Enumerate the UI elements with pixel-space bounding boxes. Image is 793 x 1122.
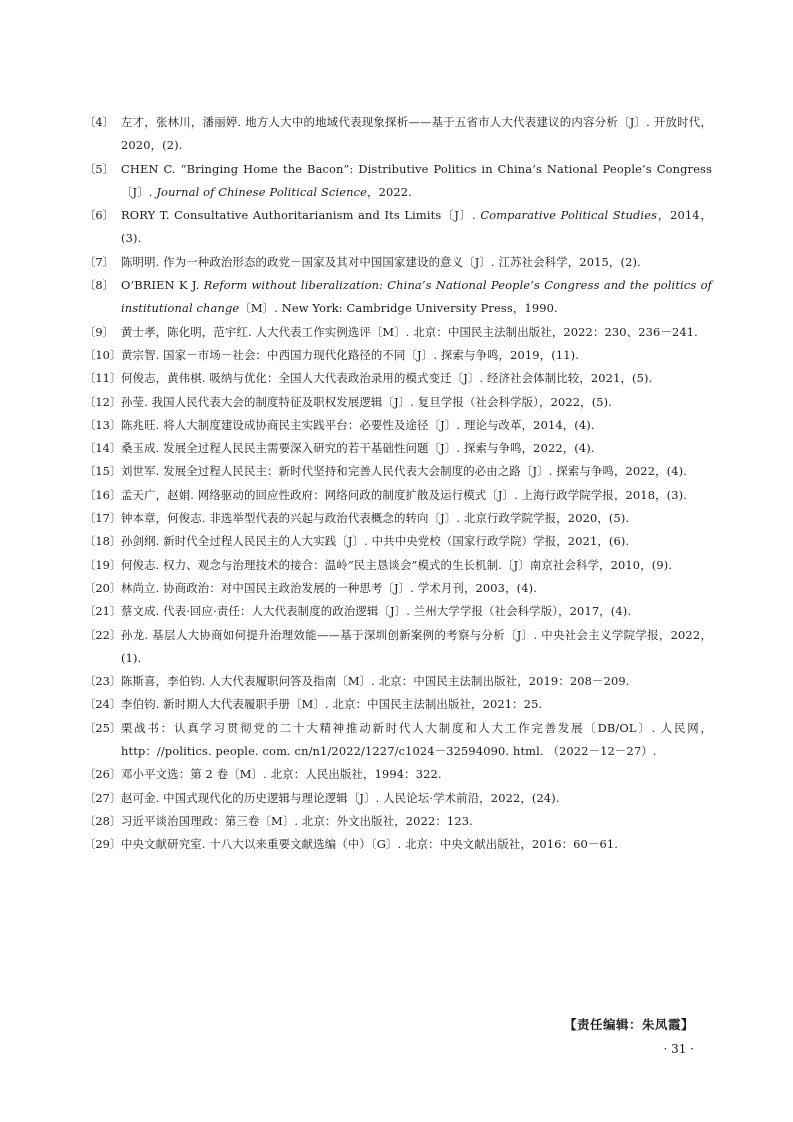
reference-number: 〔14〕 [84,441,122,456]
reference-item [84,554,712,577]
reference-item [84,624,712,671]
reference-number: 〔8〕 [84,278,115,293]
reference-item [84,321,712,344]
reference-text: 何俊志，黄伟棋. 吸纳与优化：全国人大代表政治录用的模式变迁〔J〕. 经济社会体制比较，2021，(5). [121,371,653,386]
reference-text: 桑玉成. 发展全过程人民民主需要深入研究的若干基础性问题〔J〕. 探索与争鸣，2022，(4). [121,441,595,456]
reference-text: 赵可金. 中国式现代化的历史逻辑与理论逻辑〔J〕. 人民论坛·学术前沿，2022，(24). [121,790,560,805]
reference-text: 习近平谈治国理政：第三卷〔M〕. 北京：外文出版社，2022：123. [121,813,473,828]
reference-item [84,670,712,693]
reference-title-italic: Journal of Chinese Political Science [156,184,368,199]
reference-item [84,344,712,367]
reference-item [84,693,712,716]
reference-item [84,391,712,414]
reference-number: 〔13〕 [84,417,122,432]
reference-text: ，2014，(3). [121,208,712,246]
reference-text: 〔M〕. New York: Cambridge University Press，1990. [239,301,558,316]
reference-item [84,484,712,507]
reference-item [84,204,712,251]
reference-item [84,367,712,390]
reference-number: 〔4〕 [84,115,115,129]
reference-number: 〔15〕 [84,464,122,479]
reference-text: CHEN C. “Bringing Home the Bacon”: Distributive Politics in China’s National People’s Congress〔J〕. [121,161,712,199]
reference-text: 李伯钧. 新时期人大代表履职手册〔M〕. 北京：中国民主法制出版社，2021：25. [121,697,543,712]
reference-text: 黄宗智. 国家－市场－社会：中西国力现代化路径的不同〔J〕. 探索与争鸣，2019，(11). [121,347,579,362]
reference-number: 〔24〕 [84,697,122,712]
reference-item [84,833,712,856]
reference-text: 陈兆旺. 将人大制度建设成协商民主实践平台：必要性及途径〔J〕. 理论与改革，2014，(4). [121,417,595,432]
reference-text: 钟本章，何俊志. 非选举型代表的兴起与政治代表概念的转向〔J〕. 北京行政学院学报，2020，(5). [121,511,630,526]
reference-number: 〔5〕 [84,161,115,176]
reference-number: 〔21〕 [84,604,122,619]
reference-title-italic: Reform without liberalization: China’s National People’s Congress and the politics of institutional change [121,278,712,316]
reference-list [84,111,712,857]
reference-number: 〔19〕 [84,557,122,572]
reference-number: 〔6〕 [84,208,115,223]
reference-text: 栗战书：认真学习贯彻党的二十大精神推动新时代人大制度和人大工作完善发展〔DB/OL〕. 人民网，http：//politics. people. com. cn/n1/2022/1227/c1024－32594090. html. （2022－12－27）. [121,720,712,759]
reference-text: 邓小平文选：第 2 卷〔M〕. 北京：人民出版社，1994：322. [121,767,442,782]
reference-item [84,460,712,483]
reference-text: 孟天广，赵娟. 网络驱动的回应性政府：网络问政的制度扩散及运行模式〔J〕. 上海行政学院学报，2018，(3). [121,487,687,502]
page-number: · 31 · [663,1042,694,1056]
reference-number: 〔22〕 [84,627,122,642]
reference-item [84,507,712,530]
reference-item [84,810,712,833]
reference-item [84,577,712,600]
reference-number: 〔7〕 [84,254,115,269]
reference-item [84,251,712,274]
reference-text: 黄士孝，陈化明，范宇红. 人大代表工作实例选评〔M〕. 北京：中国民主法制出版社，2022：230、236－241. [121,324,698,339]
reference-item [84,274,712,321]
reference-number: 〔17〕 [84,511,122,526]
reference-number: 〔11〕 [84,371,122,386]
reference-item [84,111,712,158]
reference-number: 〔27〕 [84,790,122,805]
reference-item [84,717,712,764]
reference-text: 左才，张林川，潘丽婷. 地方人大中的地域代表现象探析——基于五省市人大代表建议的内容分析〔J〕. 开放时代，2020，(2). [121,115,712,153]
reference-number: 〔18〕 [84,534,122,549]
reference-text: ，2022. [367,184,412,199]
reference-item [84,787,712,810]
reference-item [84,530,712,553]
reference-number: 〔16〕 [84,487,122,502]
reference-item [84,158,712,205]
reference-number: 〔10〕 [84,347,122,362]
reference-text: 中央文献研究室. 十八大以来重要文献选编（中）〔G〕. 北京：中央文献出版社，2016：60－61. [121,837,619,852]
reference-item [84,600,712,623]
reference-text: 孙龙. 基层人大协商如何提升治理效能——基于深圳创新案例的考察与分析〔J〕. 中央社会主义学院学报，2022，(1). [121,627,712,665]
reference-text: 蔡文成. 代表·回应·责任：人大代表制度的政治逻辑〔J〕. 兰州大学学报（社会科学版），2017，(4). [121,604,632,619]
reference-text: 陈斯喜，李伯钧. 人大代表履职问答及指南〔M〕. 北京：中国民主法制出版社，2019：208－209. [121,674,630,689]
reference-text: RORY T. Consultative Authoritarianism and Its Limits〔J〕. [121,208,481,223]
reference-text: O’BRIEN K J. [121,278,204,293]
reference-number: 〔12〕 [84,394,122,409]
reference-text: 陈明明. 作为一种政治形态的政党－国家及其对中国国家建设的意义〔J〕. 江苏社会科学，2015，(2). [121,254,641,269]
reference-number: 〔28〕 [84,813,122,828]
reference-text: 孙莹. 我国人民代表大会的制度特征及职权发展逻辑〔J〕. 复旦学报（社会科学版），2022，(5). [121,394,613,409]
reference-title-italic: Comparative Political Studies [480,208,658,223]
reference-item [84,437,712,460]
reference-number: 〔23〕 [84,674,122,689]
reference-text: 孙剑纲. 新时代全过程人民民主的人大实践〔J〕. 中共中央党校（国家行政学院）学报，2021，(6). [121,534,630,549]
reference-item [84,763,712,786]
reference-item [84,414,712,437]
reference-number: 〔25〕 [84,720,122,735]
responsible-editor: 【责任编辑：朱凤霞】 [563,1017,694,1032]
reference-number: 〔9〕 [84,324,115,339]
reference-text: 林尚立. 协商政治：对中国民主政治发展的一种思考〔J〕. 学术月刊，2003，(4). [121,580,537,595]
reference-text: 刘世军. 发展全过程人民民主：新时代坚持和完善人民代表大会制度的必由之路〔J〕. 探索与争鸣，2022，(4). [121,464,687,479]
reference-number: 〔26〕 [84,767,122,782]
reference-number: 〔20〕 [84,580,122,595]
reference-text: 何俊志. 权力、观念与治理技术的接合：温岭“民主恳谈会”模式的生长机制.〔J〕南京社会科学，2010，(9). [121,557,673,572]
reference-number: 〔29〕 [84,837,122,852]
